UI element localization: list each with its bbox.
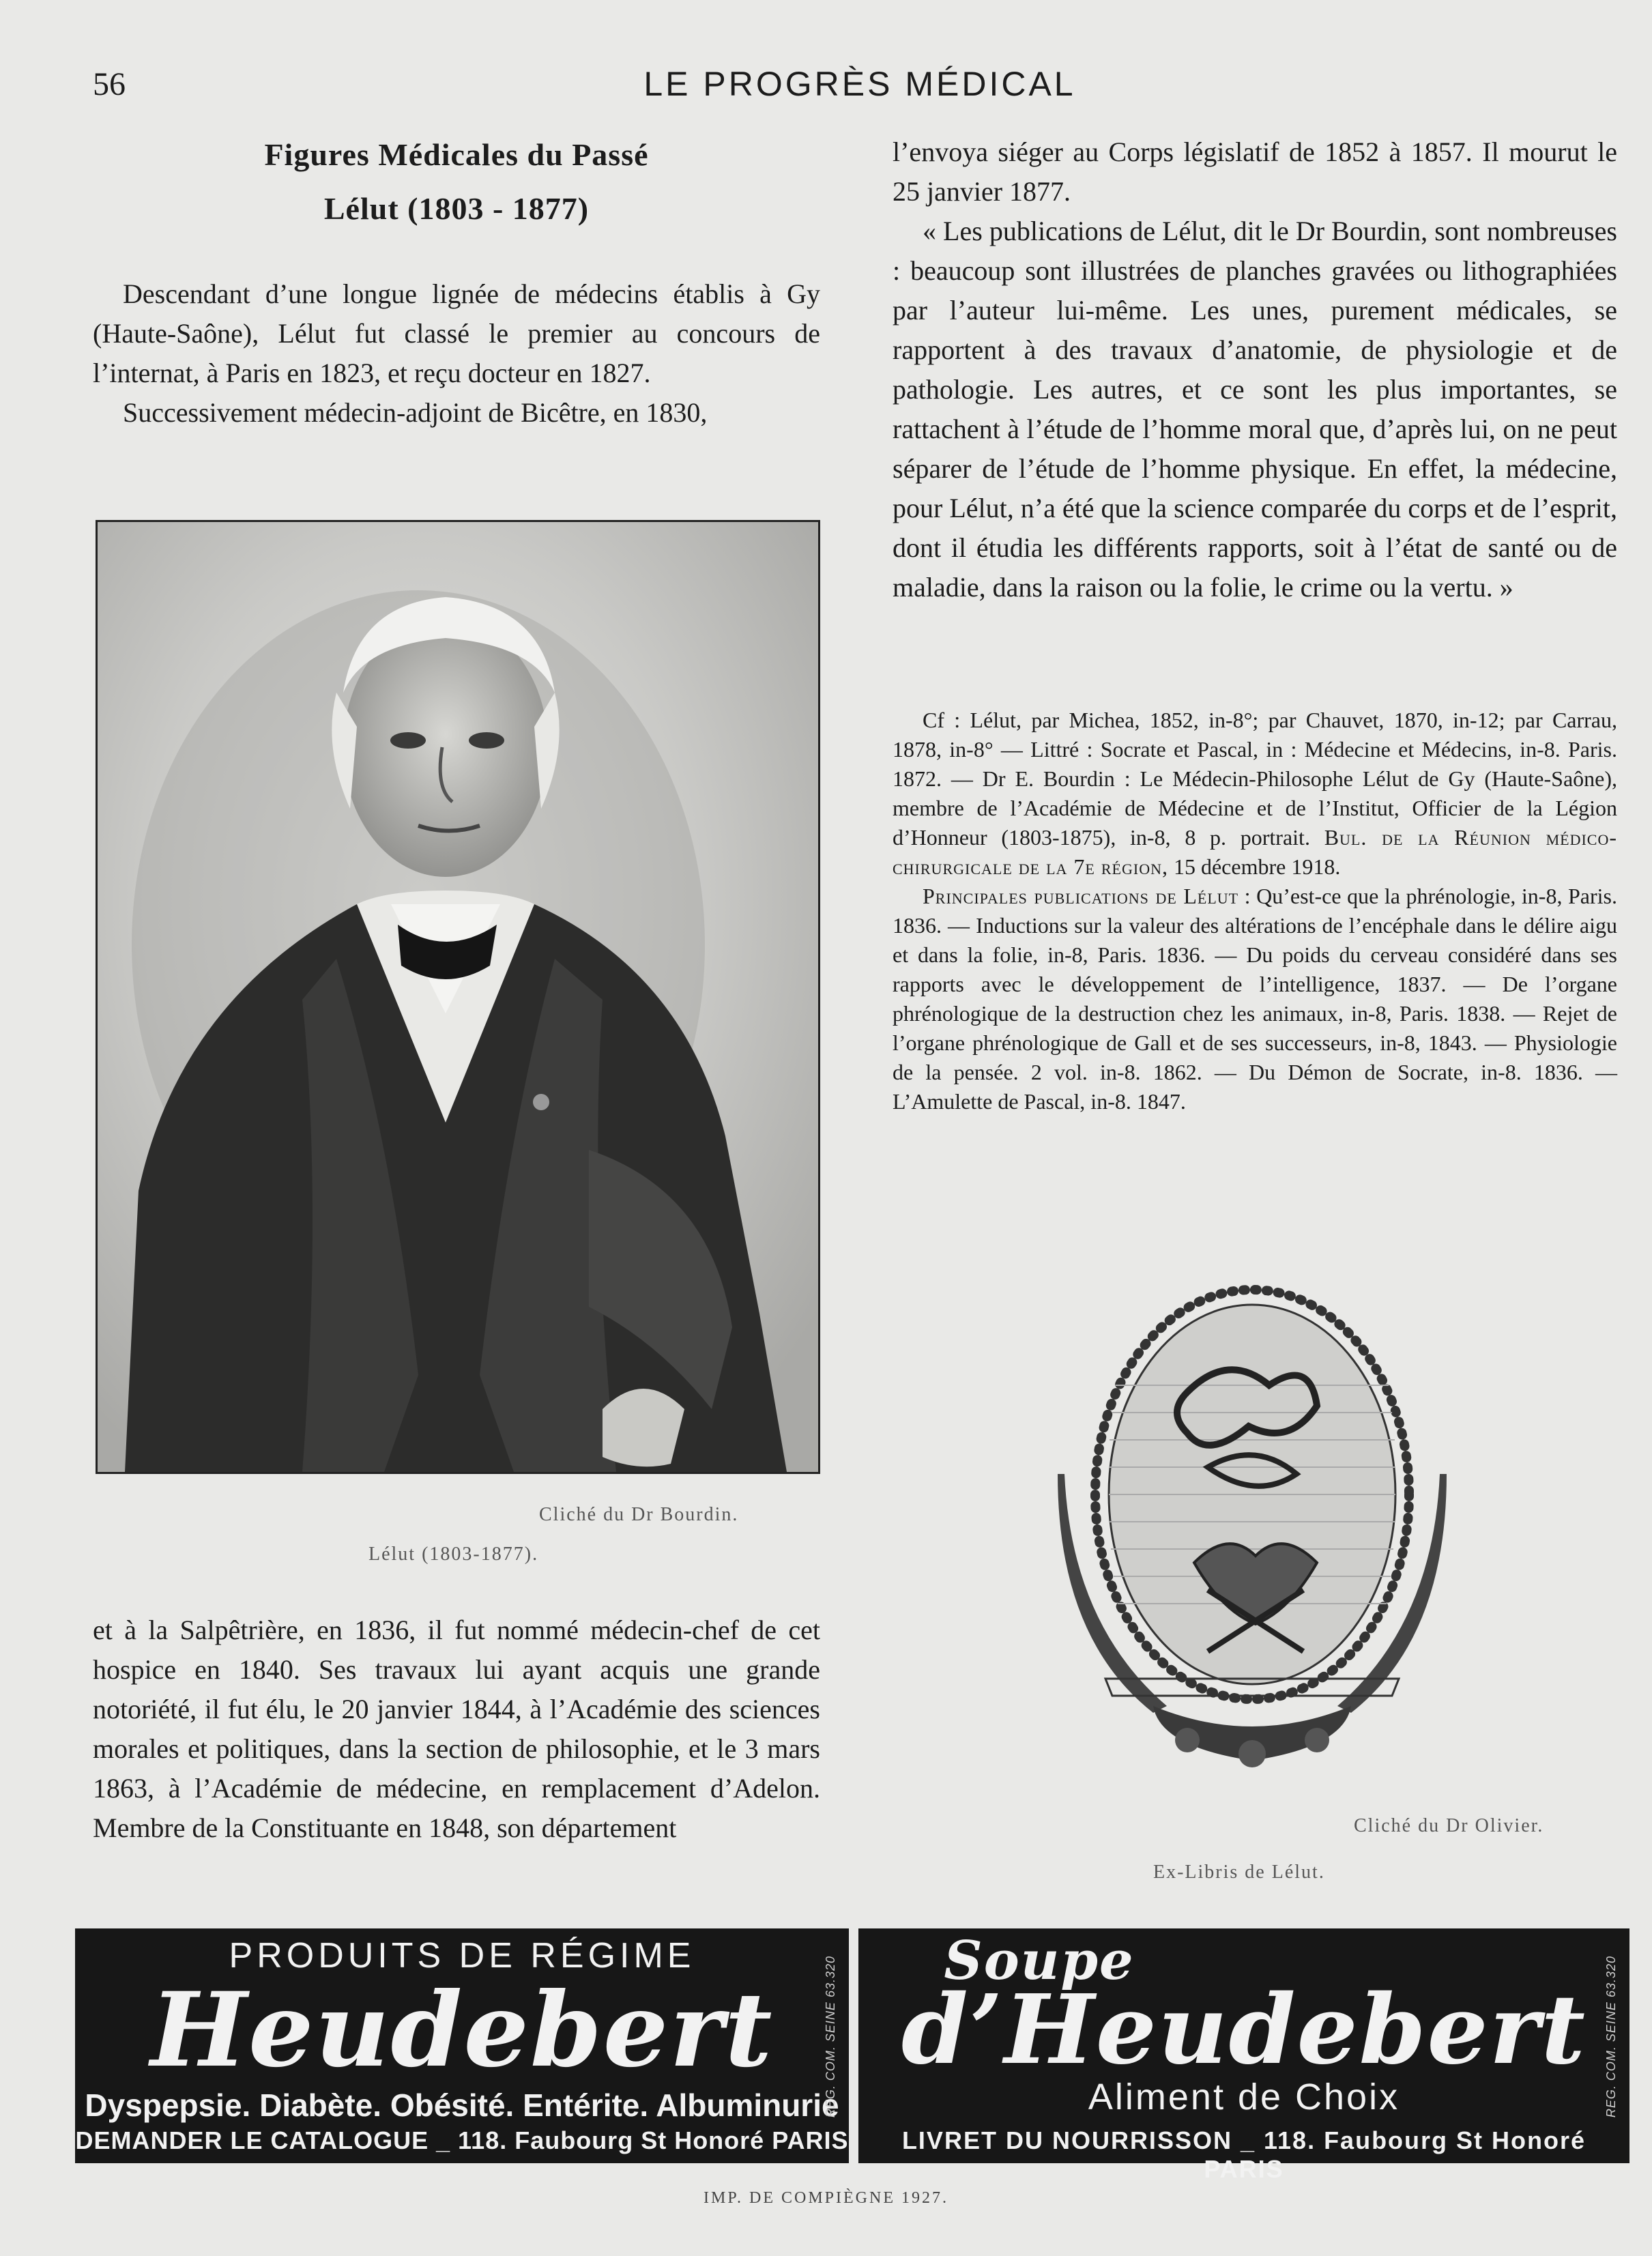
imprint: IMP. DE COMPIÈGNE 1927.	[703, 2189, 948, 2207]
paragraph: et à la Salpêtrière, en 1836, il fut nommé médecin-chef de cet hospice en 1840. Ses travaux lui ayant acquis une grande notoriété, il fut élu, le 20 janvier 1844, à l’Académie des sciences morales et politiques, dans la section de philosophie, et le 3 mars 1863, à l’Académie de médecine, en remplacement d’Adelon. Membre de la Constituante en 1848, son département	[93, 1615, 820, 1843]
ad-conditions: Dyspepsie. Diabète. Obésité. Entérite. Albuminurie	[85, 2087, 839, 2123]
exlibris-image	[1051, 1269, 1453, 1802]
left-column-continued	[93, 1610, 820, 1848]
right-column	[893, 132, 1617, 607]
paragraph: Descendant d’une longue lignée de médecins établis à Gy (Haute-Saône), Lélut fut classé le premier au concours de l’internat, à Paris en 1823, et reçu docteur en 1827.	[93, 278, 820, 388]
portrait-caption: Lélut (1803-1877).	[368, 1544, 539, 1565]
publications-label: Principales publications de Lélut	[923, 884, 1239, 908]
ad-side-note: REG. COM. SEINE 63.320	[824, 1956, 837, 2118]
page-number: 56	[93, 66, 126, 102]
publications-list: : Qu’est-ce que la phrénologie, in-8, Paris. 1836. — Inductions sur la valeur des altérations de l’encéphale dans le délire aigu et dans la folie, in-8, Paris. 1836. — Du poids du cerveau considéré dans ses rapports avec le développement de l’intelligence, 1837. — De l’organe phrénologique de la destruction chez les animaux, in-8, Paris. 1838. — Rejet de l’organe phrénologique de Gall et de ses successeurs, in-8, 1843. — Physiologie de la pensée. 2 vol. in-8. 1862. — Du Démon de Socrate, in-8. 1836. — L’Amulette de Pascal, in-8. 1847.	[893, 884, 1618, 1114]
references-text: Cf : Lélut, par Michea, 1852, in-8°; par Chauvet, 1870, in-12; par Carrau, 1878, in-8° — Littré : Socrate et Pascal, in : Médecine et Médecins, in-8. Paris. 1872. — Dr E. Bourdin : Le Médecin-Philosophe Lélut de Gy (Haute-Saône), membre de l’Académie de Médecine et de l’Institut, Officier de la Légion d’Honneur (1803-1875), in-8, 8 p. portrait.	[893, 708, 1617, 850]
ad-brand: Heudebert	[150, 1970, 774, 2090]
quote-paragraph: « Les publications de Lélut, dit le Dr Bourdin, sont nombreuses : beaucoup sont illustrées de planches gravées ou lithographiées par l’auteur lui-même. Les unes, purement médicales, se rapportent à des travaux d’anatomie, de physiologie et de pathologie. Les autres, et ce sont les plus importantes, se rattachent à l’étude de l’homme moral que, d’après lui, on ne peut séparer de l’étude de l’homme physique. En effet, la médecine, pour Lélut, n’a été que la science comparée du corps et de l’esprit, dont il étudia les différents rapports, soit à l’état de santé ou de maladie, dans la raison ou la folie, le crime ou la vertu. »	[893, 216, 1617, 603]
ad-bottom-line: LIVRET DU NOURRISSON _ 118. Faubourg St Honoré PARIS	[901, 2126, 1586, 2183]
references-journal: Bul. de la Réunion médico-chirurgicale de la 7e région,	[893, 825, 1618, 879]
left-column-intro	[93, 274, 820, 433]
ad-side-note: REG. COM. SEINE 63.320	[1604, 1956, 1618, 2118]
portrait-illustration	[98, 522, 818, 1472]
ad-top-line: PRODUITS DE RÉGIME	[229, 1936, 695, 1976]
ad-brand: d’Heudebert	[901, 1974, 1587, 2086]
portrait-credit: Cliché du Dr Bourdin.	[539, 1504, 739, 1525]
exlibris-caption: Ex-Libris de Lélut.	[1153, 1862, 1325, 1883]
exlibris-illustration	[1051, 1269, 1453, 1802]
article-title: Figures Médicales du Passé	[264, 137, 649, 172]
ad-top-line: Soupe	[944, 1930, 1135, 1992]
references	[893, 706, 1617, 1116]
ad-bottom-line: DEMANDER LE CATALOGUE _ 118. Faubourg St Honoré PARIS	[75, 2126, 849, 2154]
running-title: LE PROGRÈS MÉDICAL	[643, 65, 1076, 103]
article-heading	[93, 136, 820, 227]
paragraph: Successivement médecin-adjoint de Bicêtre, en 1830,	[123, 397, 708, 428]
advertisement-soupe-heudebert	[858, 1928, 1629, 2183]
article-subtitle: Lélut (1803 - 1877)	[323, 191, 590, 226]
paragraph: l’envoya siéger au Corps législatif de 1852 à 1857. Il mourut le 25 janvier 1877.	[893, 136, 1617, 207]
references-date: 15 décembre 1918.	[1173, 854, 1341, 879]
exlibris-credit: Cliché du Dr Olivier.	[1354, 1815, 1544, 1836]
ad-tagline: Aliment de Choix	[1088, 2077, 1400, 2117]
portrait-image	[96, 520, 820, 1474]
